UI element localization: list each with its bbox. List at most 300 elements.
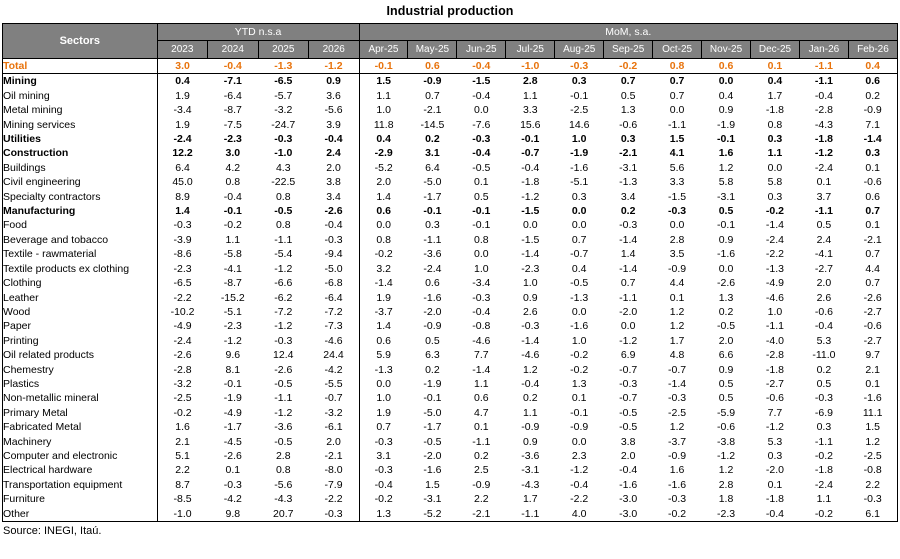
header-col-mom-sep-25: Sep-25 xyxy=(604,41,653,59)
cell-value: -6.9 xyxy=(814,406,833,419)
cell-value: 3.9 xyxy=(309,118,359,132)
cell-value: 0.6 xyxy=(376,334,392,347)
cell-value: 2.4 xyxy=(309,146,359,160)
cell-value: -2.6 xyxy=(848,291,897,305)
cell-value: -1.2 xyxy=(274,406,293,419)
cell-value: -1.0 xyxy=(274,147,293,160)
cell-value: 2.2 xyxy=(175,464,190,477)
cell-value: -4.5 xyxy=(223,435,242,448)
cell-value: -3.1 xyxy=(423,493,442,506)
cell-value: 2.8 xyxy=(522,75,538,88)
cell-value: -1.8 xyxy=(814,133,833,146)
cell-value: -3.0 xyxy=(619,493,638,506)
cell-value: -0.3 xyxy=(374,464,393,477)
cell-value: -2.0 xyxy=(619,305,638,318)
cell-value: -2.0 xyxy=(765,464,785,477)
cell-value: 2.2 xyxy=(848,478,897,492)
cell-value: -6.4 xyxy=(223,89,242,102)
cell-value: -0.5 xyxy=(274,205,293,218)
cell-value: -2.7 xyxy=(848,334,897,348)
cell-value: 1.6 xyxy=(669,464,685,477)
table-row xyxy=(3,74,898,89)
cell-value: 6.1 xyxy=(848,507,897,522)
cell-value: 3.0 xyxy=(225,147,241,160)
cell-value: -0.1 xyxy=(472,205,491,218)
cell-value: -0.3 xyxy=(668,493,687,506)
cell-value: 3.1 xyxy=(376,449,392,462)
cell-value: -0.3 xyxy=(274,334,293,347)
cell-value: 5.8 xyxy=(718,176,734,189)
cell-value: 3.8 xyxy=(309,175,359,189)
cell-value: 7.7 xyxy=(474,349,489,362)
row-label: Computer and electronic xyxy=(3,449,158,463)
source-note: Source: INEGI, Itaú. xyxy=(3,525,102,537)
cell-value: 3.3 xyxy=(522,104,538,117)
cell-value: -0.8 xyxy=(848,463,897,477)
cell-value: -5.5 xyxy=(309,377,359,391)
cell-value: -3.4 xyxy=(472,277,491,290)
cell-value: 0.4 xyxy=(767,75,783,88)
cell-value: 0.1 xyxy=(225,464,241,477)
cell-value: 0.9 xyxy=(309,74,359,89)
cell-value: -2.5 xyxy=(848,449,897,463)
cell-value: -7.5 xyxy=(223,118,242,131)
cell-value: 0.7 xyxy=(848,276,897,290)
cell-value: -1.4 xyxy=(521,248,540,261)
cell-value: 1.8 xyxy=(718,493,734,506)
cell-value: -5.2 xyxy=(374,161,393,174)
cell-value: -1.3 xyxy=(765,262,785,275)
cell-value: 2.3 xyxy=(571,449,587,462)
cell-value: 11.1 xyxy=(848,406,897,420)
cell-value: -1.4 xyxy=(668,377,687,390)
page-title: Industrial production xyxy=(386,4,514,18)
cell-value: -8.7 xyxy=(223,277,242,290)
cell-value: -0.3 xyxy=(374,435,393,448)
cell-value: 1.2 xyxy=(522,363,538,376)
cell-value: -22.5 xyxy=(271,176,296,189)
cell-value: -1.4 xyxy=(619,262,638,275)
table-row xyxy=(3,319,898,333)
cell-value: -2.2 xyxy=(570,493,589,506)
cell-value: -2.3 xyxy=(173,262,192,275)
cell-value: -2.8 xyxy=(814,104,833,117)
cell-value: -4.6 xyxy=(472,334,491,347)
cell-value: 0.8 xyxy=(275,219,291,232)
cell-value: -0.3 xyxy=(309,507,359,522)
cell-value: -2.2 xyxy=(173,291,192,304)
cell-value: 1.0 xyxy=(767,305,783,318)
cell-value: -5.6 xyxy=(309,103,359,117)
cell-value: 0.3 xyxy=(767,133,783,146)
cell-value: -2.5 xyxy=(173,392,192,405)
cell-value: 0.7 xyxy=(848,247,897,261)
cell-value: -1.5 xyxy=(521,233,540,246)
cell-value: -0.4 xyxy=(223,190,242,203)
row-label: Leather xyxy=(3,291,158,305)
cell-value: 0.6 xyxy=(848,74,897,89)
cell-value: -0.2 xyxy=(570,363,589,376)
cell-value: 0.1 xyxy=(571,392,587,405)
cell-value: 0.0 xyxy=(522,219,538,232)
cell-value: -3.6 xyxy=(521,449,540,462)
cell-value: -1.9 xyxy=(716,118,736,131)
row-label: Clothing xyxy=(3,276,158,290)
cell-value: -0.1 xyxy=(472,219,491,232)
table-row xyxy=(3,377,898,391)
cell-value: 6.6 xyxy=(718,349,734,362)
cell-value: -1.7 xyxy=(223,421,242,434)
cell-value: -7.2 xyxy=(309,305,359,319)
cell-value: -24.7 xyxy=(271,118,296,131)
cell-value: -1.2 xyxy=(521,190,540,203)
row-label: Textile products ex clothing xyxy=(3,262,158,276)
cell-value: -1.1 xyxy=(814,75,833,88)
cell-value: 2.6 xyxy=(816,291,832,304)
cell-value: 3.1 xyxy=(425,147,440,160)
row-label: Manufacturing xyxy=(3,204,158,218)
cell-value: 0.9 xyxy=(522,435,538,448)
cell-value: 1.1 xyxy=(376,89,392,102)
cell-value: -2.3 xyxy=(223,320,242,333)
cell-value: -6.5 xyxy=(173,277,192,290)
cell-value: -0.4 xyxy=(472,305,491,318)
cell-value: 2.5 xyxy=(474,464,489,477)
cell-value: -5.0 xyxy=(423,176,442,189)
cell-value: 6.4 xyxy=(425,161,440,174)
cell-value: -0.4 xyxy=(751,507,800,522)
cell-value: -5.2 xyxy=(408,507,457,522)
cell-value: -0.4 xyxy=(208,59,258,74)
table-row xyxy=(3,218,898,232)
cell-value: 3.4 xyxy=(309,190,359,204)
cell-value: 0.6 xyxy=(848,190,897,204)
cell-value: 0.0 xyxy=(474,104,489,117)
cell-value: -0.3 xyxy=(668,205,687,218)
row-label: Food xyxy=(3,218,158,232)
cell-value: 4.3 xyxy=(275,161,291,174)
cell-value: 4.4 xyxy=(848,262,897,276)
cell-value: 2.8 xyxy=(275,449,291,462)
cell-value: -3.0 xyxy=(604,507,653,522)
row-label: Other xyxy=(3,507,158,522)
cell-value: -1.5 xyxy=(521,205,540,218)
cell-value: -1.2 xyxy=(570,464,589,477)
cell-value: 5.1 xyxy=(175,449,190,462)
table-row xyxy=(3,161,898,175)
cell-value: 6.9 xyxy=(620,349,636,362)
cell-value: 3.0 xyxy=(157,59,207,74)
cell-value: -0.7 xyxy=(309,391,359,405)
table-row xyxy=(3,291,898,305)
table-row xyxy=(3,449,898,463)
cell-value: -0.6 xyxy=(814,305,833,318)
cell-value: -1.1 xyxy=(619,291,638,304)
cell-value: -0.2 xyxy=(173,406,192,419)
cell-value: -3.1 xyxy=(521,464,540,477)
cell-value: 15.6 xyxy=(520,118,541,131)
cell-value: -3.1 xyxy=(716,190,736,203)
cell-value: 5.9 xyxy=(376,349,392,362)
cell-value: 0.3 xyxy=(571,190,587,203)
table-row xyxy=(3,507,898,522)
cell-value: 0.3 xyxy=(767,190,783,203)
cell-value: 0.5 xyxy=(816,377,832,390)
cell-value: -0.9 xyxy=(521,421,540,434)
cell-value: -0.3 xyxy=(223,478,242,491)
cell-value: -9.4 xyxy=(309,247,359,261)
cell-value: -1.3 xyxy=(619,176,638,189)
cell-value: -0.7 xyxy=(619,392,638,405)
cell-value: -0.7 xyxy=(668,363,687,376)
cell-value: -1.2 xyxy=(716,449,736,462)
cell-value: -3.7 xyxy=(668,435,687,448)
cell-value: 0.0 xyxy=(767,161,783,174)
cell-value: 4.0 xyxy=(555,507,604,522)
cell-value: 0.8 xyxy=(376,233,392,246)
cell-value: 1.0 xyxy=(474,262,489,275)
cell-value: -1.6 xyxy=(423,464,442,477)
cell-value: -5.1 xyxy=(570,176,589,189)
cell-value: -0.3 xyxy=(619,377,638,390)
cell-value: -5.1 xyxy=(223,305,242,318)
cell-value: 0.2 xyxy=(474,449,489,462)
cell-value: -1.2 xyxy=(619,334,638,347)
cell-value: 0.2 xyxy=(620,205,636,218)
cell-value: 2.1 xyxy=(175,435,190,448)
cell-value: 2.0 xyxy=(376,176,392,189)
row-label: Civil engineering xyxy=(3,175,158,189)
cell-value: 1.4 xyxy=(175,205,190,218)
cell-value: -0.9 xyxy=(570,421,589,434)
cell-value: -0.5 xyxy=(619,421,638,434)
cell-value: 1.1 xyxy=(225,233,241,246)
header-col-mom-oct-25: Oct-25 xyxy=(653,41,702,59)
cell-value: 0.0 xyxy=(376,219,392,232)
cell-value: -7.2 xyxy=(274,305,293,318)
cell-value: -3.6 xyxy=(274,421,293,434)
cell-value: -8.5 xyxy=(173,493,192,506)
cell-value: -2.8 xyxy=(765,349,785,362)
cell-value: 0.4 xyxy=(718,89,734,102)
cell-value: -0.2 xyxy=(799,507,848,522)
cell-value: -0.5 xyxy=(274,377,293,390)
row-label: Total xyxy=(3,59,158,74)
cell-value: -0.4 xyxy=(457,59,506,74)
cell-value: -2.2 xyxy=(309,492,359,506)
header-col-mom-dec-25: Dec-25 xyxy=(751,41,800,59)
cell-value: 0.1 xyxy=(669,291,685,304)
cell-value: -3.2 xyxy=(309,406,359,420)
cell-value: -4.3 xyxy=(274,493,293,506)
cell-value: 0.5 xyxy=(816,219,832,232)
cell-value: -2.6 xyxy=(173,349,192,362)
cell-value: -0.1 xyxy=(716,133,736,146)
row-label: Printing xyxy=(3,334,158,348)
row-label: Plastics xyxy=(3,377,158,391)
cell-value: 1.3 xyxy=(718,291,734,304)
cell-value: 1.5 xyxy=(376,75,392,88)
cell-value: 0.9 xyxy=(718,104,734,117)
cell-value: -2.4 xyxy=(423,262,442,275)
cell-value: -6.4 xyxy=(309,291,359,305)
cell-value: -1.1 xyxy=(765,320,785,333)
cell-value: -5.7 xyxy=(274,89,293,102)
table-row xyxy=(3,146,898,160)
cell-value: -0.2 xyxy=(765,205,785,218)
cell-value: -1.2 xyxy=(223,334,242,347)
cell-value: -0.6 xyxy=(848,319,897,333)
cell-value: 0.0 xyxy=(718,262,734,275)
cell-value: 0.0 xyxy=(718,75,734,88)
cell-value: -1.8 xyxy=(814,464,833,477)
cell-value: -1.1 xyxy=(274,233,293,246)
cell-value: -0.2 xyxy=(570,349,589,362)
cell-value: 1.2 xyxy=(718,464,734,477)
table-row xyxy=(3,89,898,103)
cell-value: -7.3 xyxy=(309,319,359,333)
cell-value: -0.3 xyxy=(619,219,638,232)
cell-value: -1.8 xyxy=(765,363,785,376)
cell-value: -2.1 xyxy=(457,507,506,522)
cell-value: -1.3 xyxy=(374,363,393,376)
cell-value: 2.8 xyxy=(669,233,685,246)
cell-value: -0.1 xyxy=(570,89,589,102)
table-row xyxy=(3,175,898,189)
cell-value: -0.3 xyxy=(173,219,192,232)
cell-value: 8.9 xyxy=(175,190,190,203)
cell-value: -3.2 xyxy=(274,104,293,117)
cell-value: -1.9 xyxy=(223,392,242,405)
cell-value: -2.4 xyxy=(814,478,833,491)
cell-value: 1.0 xyxy=(376,392,392,405)
cell-value: -0.1 xyxy=(223,205,242,218)
cell-value: 2.8 xyxy=(718,478,734,491)
row-label: Utilities xyxy=(3,132,158,146)
cell-value: 1.9 xyxy=(376,291,392,304)
cell-value: 2.0 xyxy=(816,277,832,290)
cell-value: -0.9 xyxy=(848,103,897,117)
cell-value: 45.0 xyxy=(172,176,193,189)
cell-value: 0.5 xyxy=(425,334,440,347)
cell-value: -3.9 xyxy=(173,233,192,246)
cell-value: 1.4 xyxy=(376,190,392,203)
cell-value: -2.4 xyxy=(765,233,785,246)
cell-value: -0.6 xyxy=(848,175,897,189)
row-label: Transportation equipment xyxy=(3,478,158,492)
cell-value: -3.8 xyxy=(716,435,736,448)
cell-value: -2.0 xyxy=(423,305,442,318)
industrial-production-table xyxy=(2,23,898,522)
cell-value: -2.8 xyxy=(173,363,192,376)
cell-value: -2.7 xyxy=(848,305,897,319)
cell-value: -1.3 xyxy=(570,291,589,304)
cell-value: -0.5 xyxy=(472,161,491,174)
cell-value: -0.1 xyxy=(570,406,589,419)
cell-value: -2.9 xyxy=(374,147,393,160)
cell-value: -1.7 xyxy=(423,190,442,203)
cell-value: -0.9 xyxy=(472,478,491,491)
cell-value: 0.2 xyxy=(522,392,538,405)
row-label: Textile - rawmaterial xyxy=(3,247,158,261)
cell-value: 0.4 xyxy=(175,75,190,88)
cell-value: 0.2 xyxy=(718,305,734,318)
cell-value: -2.7 xyxy=(765,377,785,390)
cell-value: 4.4 xyxy=(669,277,685,290)
cell-value: -4.9 xyxy=(173,320,192,333)
cell-value: -1.1 xyxy=(472,435,491,448)
cell-value: -0.3 xyxy=(309,233,359,247)
table-row xyxy=(3,247,898,261)
cell-value: -4.3 xyxy=(814,118,833,131)
cell-value: -1.6 xyxy=(570,320,589,333)
row-label: Electrical hardware xyxy=(3,463,158,477)
cell-value: 0.5 xyxy=(718,377,734,390)
cell-value: 1.0 xyxy=(376,104,392,117)
cell-value: 0.5 xyxy=(474,190,489,203)
cell-value: -2.5 xyxy=(668,406,687,419)
table-row xyxy=(3,391,898,405)
cell-value: 1.2 xyxy=(669,320,685,333)
cell-value: 1.4 xyxy=(376,320,392,333)
cell-value: -0.4 xyxy=(309,132,359,146)
cell-value: -11.0 xyxy=(812,349,836,362)
cell-value: 0.4 xyxy=(848,59,897,74)
cell-value: 11.8 xyxy=(373,118,394,131)
cell-value: 1.6 xyxy=(175,421,190,434)
cell-value: -1.1 xyxy=(668,118,687,131)
cell-value: -2.3 xyxy=(521,262,540,275)
table-row xyxy=(3,492,898,506)
cell-value: 0.2 xyxy=(816,363,832,376)
cell-value: 0.1 xyxy=(751,59,800,74)
cell-value: -0.5 xyxy=(716,320,736,333)
cell-value: -0.1 xyxy=(423,392,442,405)
cell-value: 1.2 xyxy=(669,421,685,434)
cell-value: 1.1 xyxy=(522,406,538,419)
cell-value: -4.6 xyxy=(521,349,540,362)
cell-value: -5.0 xyxy=(423,406,442,419)
cell-value: 0.3 xyxy=(425,219,440,232)
cell-value: 0.1 xyxy=(767,478,783,491)
cell-value: 0.7 xyxy=(669,89,685,102)
cell-value: 3.6 xyxy=(309,89,359,103)
table-row xyxy=(3,190,898,204)
cell-value: -2.6 xyxy=(716,277,736,290)
cell-value: 3.4 xyxy=(620,190,636,203)
cell-value: -7.1 xyxy=(223,75,242,88)
header-col-mom-aug-25: Aug-25 xyxy=(555,41,604,59)
cell-value: -2.3 xyxy=(702,507,751,522)
cell-value: -1.6 xyxy=(716,248,736,261)
cell-value: 1.9 xyxy=(175,89,190,102)
cell-value: 7.7 xyxy=(767,406,783,419)
cell-value: 4.8 xyxy=(669,349,685,362)
cell-value: 1.2 xyxy=(718,161,734,174)
cell-value: -0.2 xyxy=(223,219,242,232)
cell-value: -4.1 xyxy=(814,248,833,261)
cell-value: -2.6 xyxy=(274,363,293,376)
cell-value: -1.1 xyxy=(423,233,442,246)
header-group-mom: MoM, s.a. xyxy=(359,24,898,41)
cell-value: -4.9 xyxy=(765,277,785,290)
table-row xyxy=(3,334,898,348)
row-label: Fabricated Metal xyxy=(3,420,158,434)
cell-value: 0.7 xyxy=(669,75,685,88)
cell-value: 0.5 xyxy=(718,205,734,218)
cell-value: 1.2 xyxy=(848,435,897,449)
cell-value: 0.6 xyxy=(408,59,457,74)
